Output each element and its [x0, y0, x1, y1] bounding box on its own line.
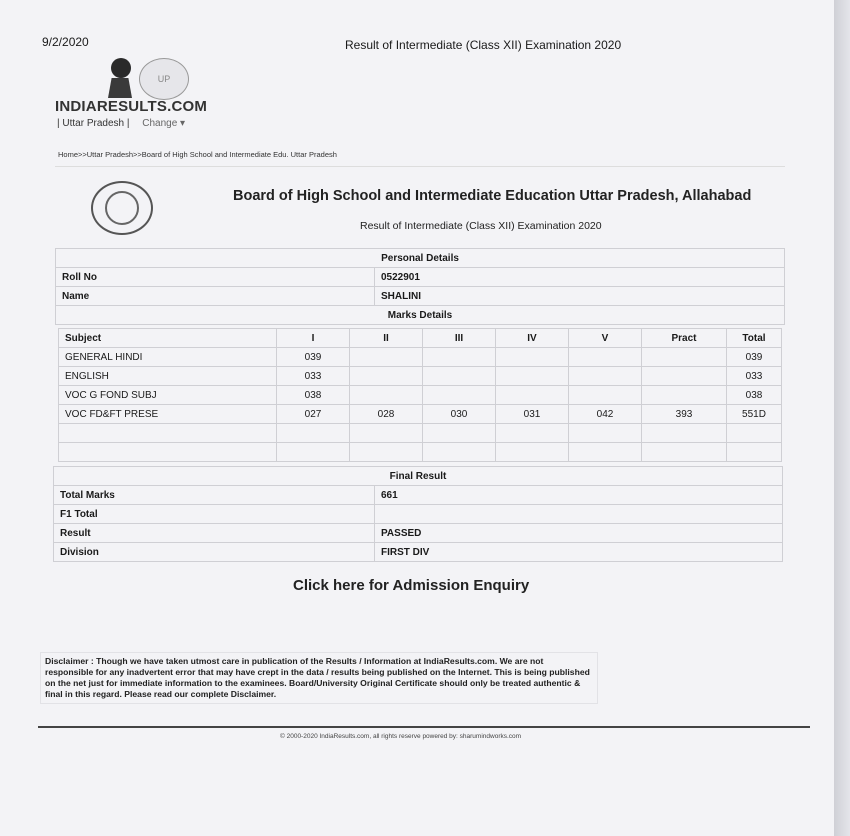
- final-result-table: [53, 466, 783, 562]
- mark-cell: 039: [277, 348, 350, 367]
- mark-cell: [642, 443, 727, 462]
- roll-no-value: 0522901: [375, 268, 785, 287]
- marks-details-heading: Marks Details: [56, 306, 785, 325]
- subject-cell: [59, 443, 277, 462]
- state-label: | Uttar Pradesh |: [57, 118, 130, 129]
- total-cell: 033: [727, 367, 782, 386]
- column-header: I: [277, 329, 350, 348]
- footer-copyright: © 2000-2020 IndiaResults.com, all rights reserve powered by: sharumindworks.com: [280, 733, 522, 740]
- name-label: Name: [56, 287, 375, 306]
- mark-cell: 028: [350, 405, 423, 424]
- mark-cell: [423, 386, 496, 405]
- total-cell: [727, 443, 782, 462]
- mark-cell: [569, 386, 642, 405]
- table-row: [59, 367, 782, 386]
- column-header: III: [423, 329, 496, 348]
- f1-total-label: F1 Total: [54, 505, 375, 524]
- person-body-icon: [108, 78, 132, 98]
- mark-cell: [642, 367, 727, 386]
- mark-cell: [277, 443, 350, 462]
- total-cell: 551D: [727, 405, 782, 424]
- mark-cell: [496, 443, 569, 462]
- mark-cell: [569, 424, 642, 443]
- column-header: II: [350, 329, 423, 348]
- division-label: Division: [54, 543, 375, 562]
- total-cell: 039: [727, 348, 782, 367]
- board-seal-icon: [91, 181, 153, 235]
- table-row: [59, 443, 782, 462]
- personal-details-heading: Personal Details: [56, 249, 785, 268]
- page-edge: [834, 0, 850, 836]
- total-cell: 038: [727, 386, 782, 405]
- mark-cell: [569, 443, 642, 462]
- table-row: [59, 405, 782, 424]
- column-header: IV: [496, 329, 569, 348]
- footer-divider: [38, 726, 810, 728]
- marks-table: [58, 328, 782, 462]
- subject-cell: [59, 424, 277, 443]
- column-header: V: [569, 329, 642, 348]
- mark-cell: [569, 367, 642, 386]
- name-value: SHALINI: [375, 287, 785, 306]
- mark-cell: 393: [642, 405, 727, 424]
- indiaresults-logo[interactable]: [55, 56, 208, 136]
- mark-cell: [496, 424, 569, 443]
- logo-state-row: [57, 118, 185, 129]
- subject-cell: VOC G FOND SUBJ: [59, 386, 277, 405]
- result-label: Result: [54, 524, 375, 543]
- subject-cell: GENERAL HINDI: [59, 348, 277, 367]
- mark-cell: 038: [277, 386, 350, 405]
- disclaimer-text: Disclaimer : Though we have taken utmost care in publication of the Results / Information at IndiaResults.com. We are not responsible for any inadvertent error that may have crept in the data / results being published on the Internet. This is being published on the net just for immediate information to the examinees. Board/University Original Certificate should only be treated authentic & final in this regard. Please read our complete Disclaimer.: [40, 652, 598, 704]
- f1-total-value: [375, 505, 783, 524]
- mark-cell: 033: [277, 367, 350, 386]
- total-cell: [727, 424, 782, 443]
- mark-cell: [350, 424, 423, 443]
- table-row: [59, 424, 782, 443]
- mark-cell: 042: [569, 405, 642, 424]
- mark-cell: [350, 367, 423, 386]
- mark-cell: [277, 424, 350, 443]
- mark-cell: [423, 367, 496, 386]
- person-head-icon: [111, 58, 131, 78]
- breadcrumb[interactable]: Home>>Uttar Pradesh>>Board of High School and Intermediate Edu. Uttar Pradesh: [58, 150, 337, 159]
- mark-cell: [496, 348, 569, 367]
- mark-cell: [423, 348, 496, 367]
- change-state-link[interactable]: Change ▾: [142, 118, 186, 129]
- mark-cell: [496, 386, 569, 405]
- mark-cell: [350, 386, 423, 405]
- divider: [55, 166, 785, 167]
- print-page-title: Result of Intermediate (Class XII) Examination 2020: [345, 38, 622, 52]
- subject-cell: VOC FD&FT PRESE: [59, 405, 277, 424]
- personal-details-table: [55, 248, 785, 325]
- logo-text: INDIARESULTS.COM: [55, 98, 208, 115]
- mark-cell: [496, 367, 569, 386]
- mark-cell: [423, 424, 496, 443]
- table-row: [59, 348, 782, 367]
- column-header: Total: [727, 329, 782, 348]
- mark-cell: [642, 424, 727, 443]
- total-marks-label: Total Marks: [54, 486, 375, 505]
- board-subtitle: Result of Intermediate (Class XII) Examination 2020: [360, 220, 602, 232]
- result-value: PASSED: [375, 524, 783, 543]
- mark-cell: [642, 348, 727, 367]
- final-result-heading: Final Result: [54, 467, 783, 486]
- mark-cell: [642, 386, 727, 405]
- subject-cell: ENGLISH: [59, 367, 277, 386]
- table-row: [59, 386, 782, 405]
- state-map-icon: UP: [139, 58, 189, 100]
- column-header: Subject: [59, 329, 277, 348]
- mark-cell: [423, 443, 496, 462]
- roll-no-label: Roll No: [56, 268, 375, 287]
- mark-cell: 031: [496, 405, 569, 424]
- mark-cell: 030: [423, 405, 496, 424]
- admission-enquiry-link[interactable]: Click here for Admission Enquiry: [293, 577, 530, 594]
- mark-cell: [350, 348, 423, 367]
- mark-cell: [569, 348, 642, 367]
- division-value: FIRST DIV: [375, 543, 783, 562]
- total-marks-value: 661: [375, 486, 783, 505]
- mark-cell: [350, 443, 423, 462]
- column-header: Pract: [642, 329, 727, 348]
- print-date: 9/2/2020: [42, 35, 89, 49]
- board-title: Board of High School and Intermediate Education Uttar Pradesh, Allahabad: [233, 188, 752, 204]
- mark-cell: 027: [277, 405, 350, 424]
